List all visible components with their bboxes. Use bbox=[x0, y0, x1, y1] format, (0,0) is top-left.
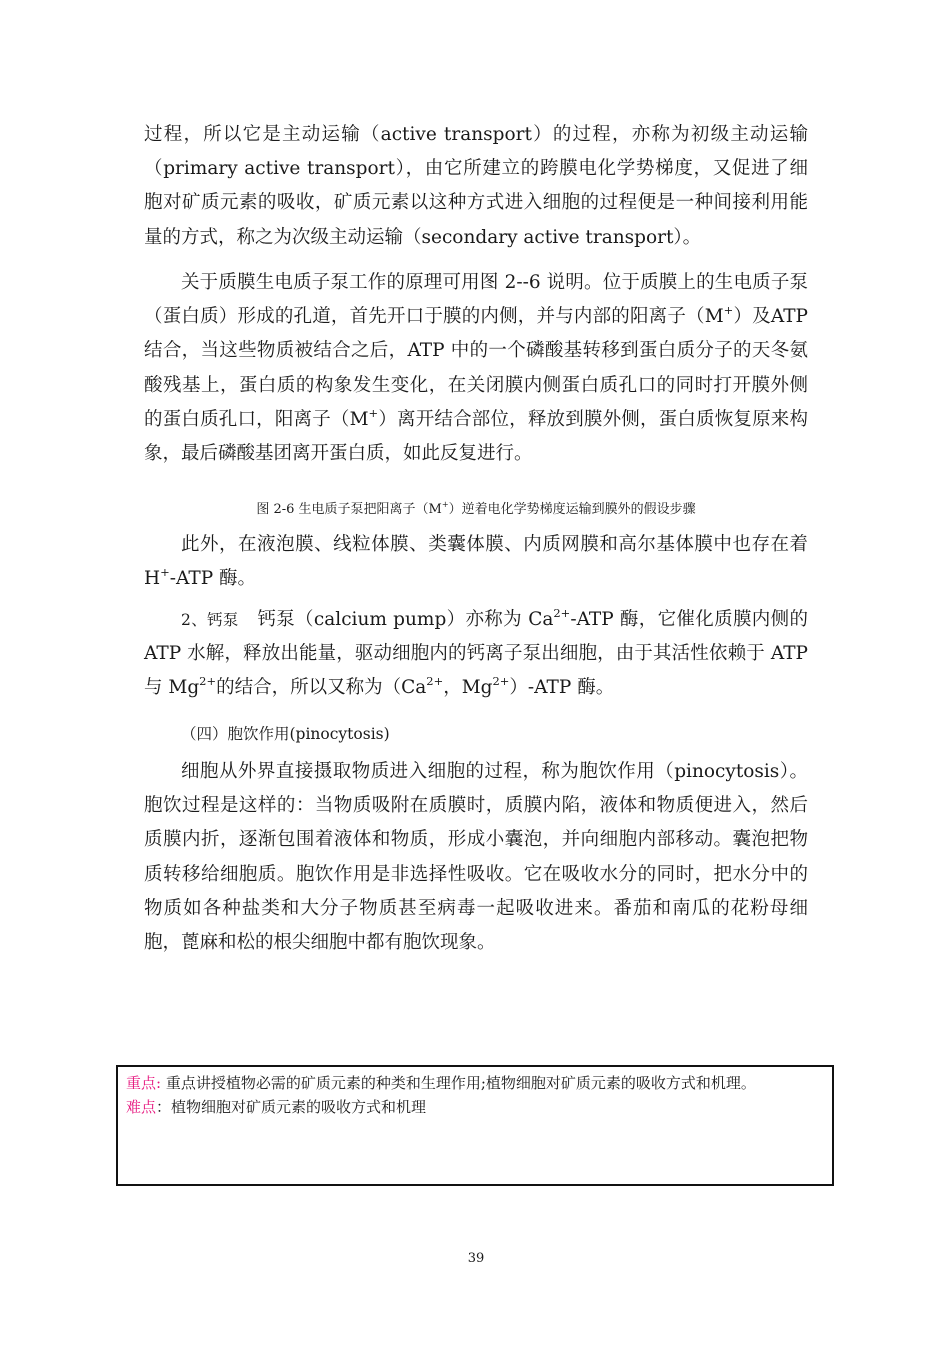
paragraph-text: 过程，所以它是主动运输（active transport）的过程，亦称为初级主动运输（primary active transport），由它所建立的跨膜电化学势梯度，又促进了细胞对矿质元素的吸收，矿质元素以这种方式进入细胞的过程便是一种间接利用能量的方式，称之为次级主动运输（secondary active transport）。 bbox=[144, 124, 808, 248]
superscript-two-plus: 2+ bbox=[553, 605, 571, 620]
text-run: ）-ATP 酶。 bbox=[509, 677, 615, 699]
text-run: -ATP 酶。 bbox=[169, 568, 257, 590]
key-point-separator: : bbox=[156, 1074, 166, 1092]
paragraph-calcium-pump bbox=[144, 603, 808, 706]
paragraph-h-atpase bbox=[144, 528, 808, 596]
superscript-plus: + bbox=[368, 405, 379, 420]
text-run: ）及ATP 结合，当这些物质被结合之后，ATP 中的一个磷酸基转移到蛋白质分子的天冬氨酸残基上，蛋白质的构象发生变化，在关闭膜内侧蛋白质孔口的同时打开膜外侧的蛋白质孔口，阳离子（M bbox=[144, 306, 808, 430]
paragraph-pinocytosis bbox=[144, 755, 808, 960]
superscript-plus: + bbox=[723, 302, 734, 317]
summary-box bbox=[116, 1065, 834, 1186]
caption-text: 图 2-6 生电质子泵把阳离子（M bbox=[256, 502, 442, 517]
key-point-text: 重点讲授植物必需的矿质元素的种类和生理作用;植物细胞对矿质元素的吸收方式和机理。 bbox=[165, 1074, 756, 1092]
superscript-two-plus: 2+ bbox=[426, 674, 444, 689]
caption-text: ）逆着电化学势梯度运输到膜外的假设步骤 bbox=[448, 502, 696, 517]
paragraph-text: 细胞从外界直接摄取物质进入细胞的过程，称为胞饮作用（pinocytosis）。胞饮过程是这样的：当物质吸附在质膜时，质膜内陷，液体和物质便进入，然后质膜内折，逐渐包围着液体和物质，形成小囊泡，并向细胞内部移动。囊泡把物质转移给细胞质。胞饮作用是非选择性吸收。它在吸收水分的同时，把水分中的物质如各种盐类和大分子物质甚至病毒一起吸收进来。番茄和南瓜的花粉母细胞，蓖麻和松的根尖细胞中都有胞饮现象。 bbox=[144, 761, 808, 954]
superscript-plus: + bbox=[160, 564, 170, 579]
text-run: 此外，在液泡膜、线粒体膜、类囊体膜、内质网膜和高尔基体膜中也存在着H bbox=[144, 534, 808, 590]
subsection-heading: 2、钙泵 bbox=[181, 611, 239, 629]
key-point-label: 重点 bbox=[126, 1074, 157, 1092]
text-run: 关于质膜生电质子泵工作的原理可用图 2--6 说明。位于质膜上的生电质子泵（蛋白质）形成的孔道，首先开口于膜的内侧，并与内部的阳离子（M bbox=[144, 272, 808, 328]
difficult-point-label: 难点 bbox=[126, 1098, 157, 1116]
paragraph-active-transport bbox=[144, 118, 808, 255]
text-run: 的结合，所以又称为（Ca bbox=[216, 677, 427, 699]
text-run: ，Mg bbox=[443, 677, 493, 699]
superscript-plus: + bbox=[441, 499, 449, 509]
text-run: ）离开结合部位，释放到膜外侧，蛋白质恢复原来构象，最后磷酸基团离开蛋白质，如此反复进行。 bbox=[144, 408, 808, 465]
page-number: 39 bbox=[467, 1251, 485, 1266]
difficult-point-line bbox=[126, 1095, 824, 1119]
figure-caption bbox=[0, 501, 952, 519]
text-run: -ATP 酶，它催化质膜内侧的 ATP 水解，释放出能量，驱动细胞内的钙离子泵出细胞，由于其活性依赖于 ATP 与 Mg bbox=[144, 609, 808, 699]
superscript-two-plus: 2+ bbox=[199, 674, 217, 689]
text-run: 钙泵（calcium pump）亦称为 Ca bbox=[257, 609, 554, 630]
key-point-line bbox=[126, 1071, 824, 1095]
difficult-point-text: 植物细胞对矿质元素的吸收方式和机理 bbox=[171, 1098, 427, 1116]
difficult-point-separator: ： bbox=[156, 1098, 172, 1116]
paragraph-proton-pump bbox=[144, 266, 808, 471]
heading-text: （四）胞饮作用(pinocytosis) bbox=[181, 725, 390, 743]
superscript-two-plus: 2+ bbox=[492, 674, 510, 689]
section-heading-pinocytosis bbox=[144, 717, 808, 751]
